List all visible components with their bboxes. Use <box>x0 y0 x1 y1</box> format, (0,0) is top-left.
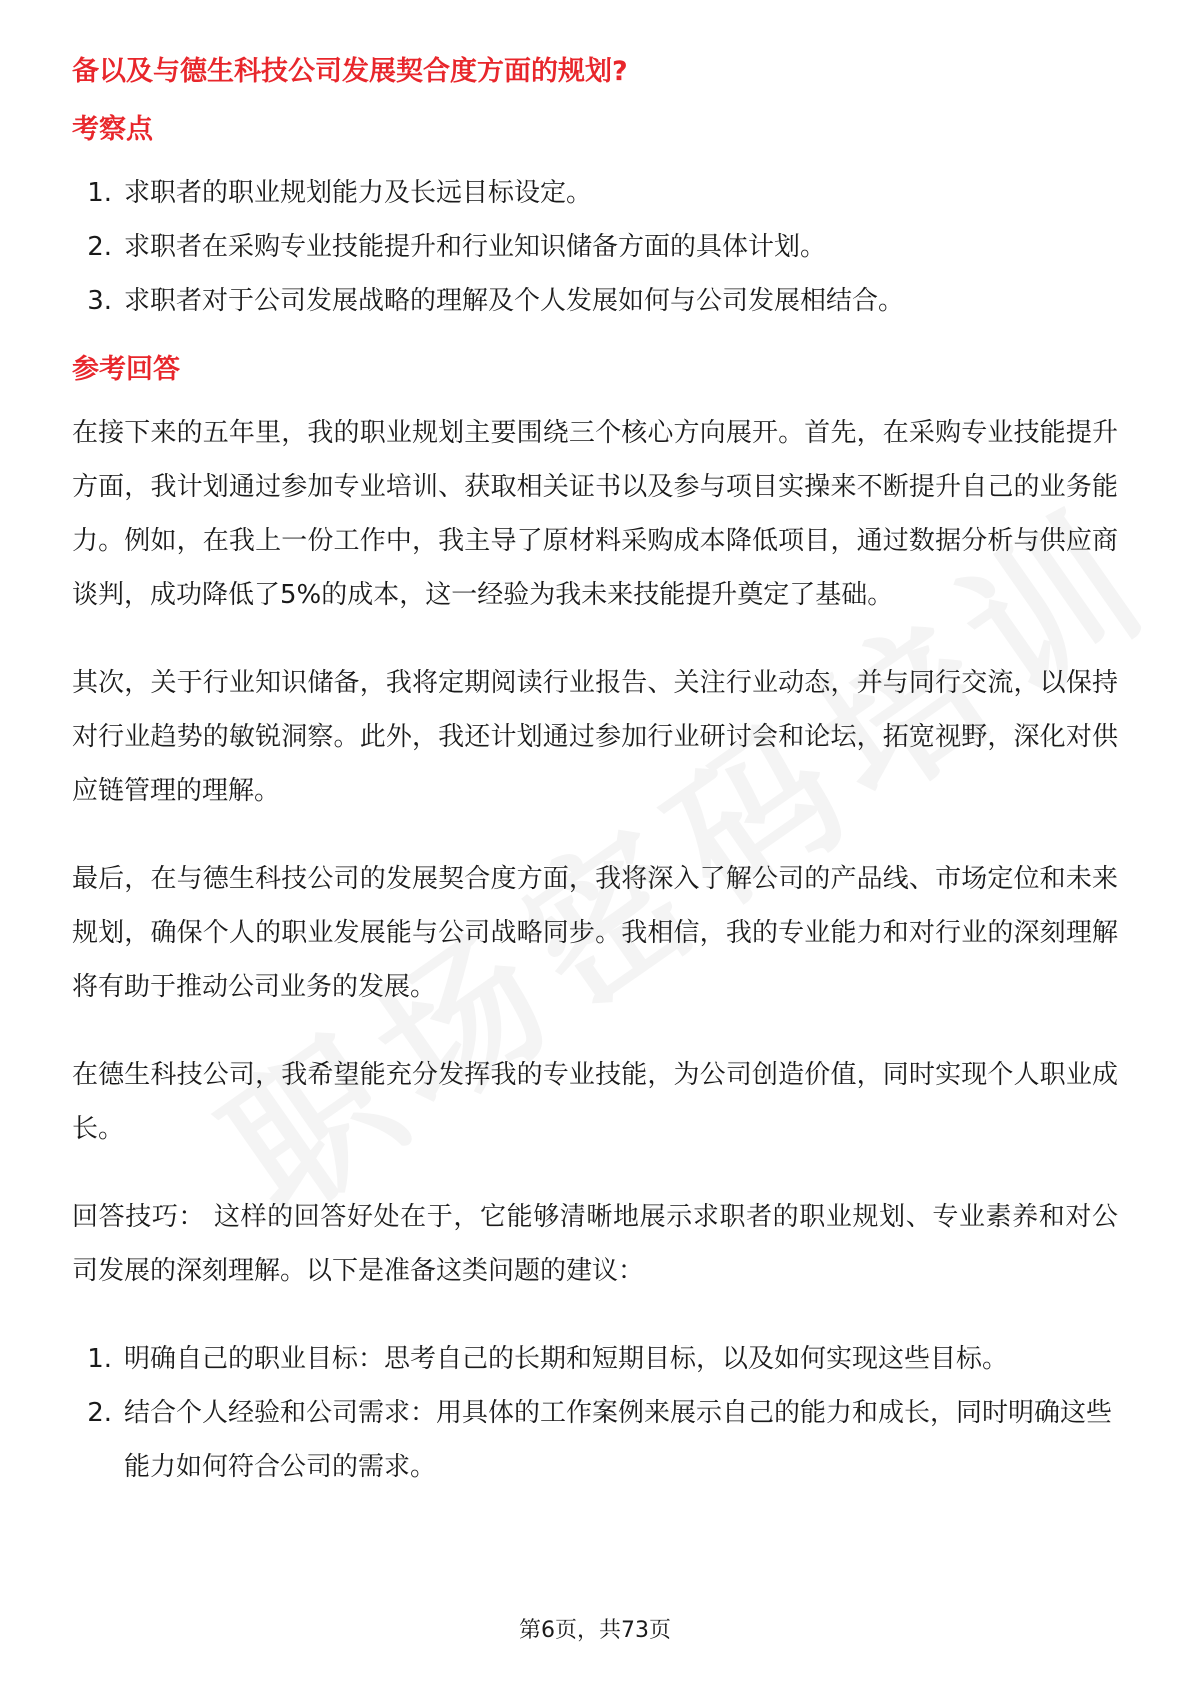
list-text: 求职者的职业规划能力及长远目标设定。 <box>124 178 593 208</box>
list-text: 结合个人经验和公司需求：用具体的工作案例来展示自己的能力和成长，同时明确这些能力如何符合公司的需求。 <box>124 1398 1113 1482</box>
answer-paragraph: 在接下来的五年里，我的职业规划主要围绕三个核心方向展开。首先，在采购专业技能提升方面，我计划通过参加专业培训、获取相关证书以及参与项目实操来不断提升自己的业务能力。例如，在我上一份工作中，我主导了原材料采购成本降低项目，通过数据分析与供应商谈判，成功降低了5%的成本，这一经验为我未来技能提升奠定了基础。 <box>72 418 1118 610</box>
answer-heading: 参考回答 <box>72 354 180 385</box>
list-number: 3. <box>87 286 112 316</box>
list-item <box>72 220 1118 274</box>
page-content <box>72 52 1118 1516</box>
list-number: 2. <box>87 232 112 262</box>
points-list <box>72 166 1118 328</box>
tips-intro-paragraph: 回答技巧： 这样的回答好处在于，它能够清晰地展示求职者的职业规划、专业素养和对公司发展的深刻理解。以下是准备这类问题的建议： <box>72 1202 1118 1286</box>
list-item <box>72 1332 1118 1386</box>
list-number: 1. <box>87 178 112 208</box>
tips-list <box>72 1332 1118 1494</box>
answer-paragraph: 其次，关于行业知识储备，我将定期阅读行业报告、关注行业动态，并与同行交流，以保持对行业趋势的敏锐洞察。此外，我还计划通过参加行业研讨会和论坛，拓宽视野，深化对供应链管理的理解。 <box>72 668 1118 806</box>
answer-paragraph: 最后，在与德生科技公司的发展契合度方面，我将深入了解公司的产品线、市场定位和未来规划，确保个人的职业发展能与公司战略同步。我相信，我的专业能力和对行业的深刻理解将有助于推动公司业务的发展。 <box>72 864 1118 1002</box>
list-text: 明确自己的职业目标：思考自己的长期和短期目标，以及如何实现这些目标。 <box>124 1344 1009 1374</box>
list-item <box>72 166 1118 220</box>
list-text: 求职者对于公司发展战略的理解及个人发展如何与公司发展相结合。 <box>124 286 905 316</box>
page-footer: 第6页，共73页 <box>519 1618 671 1643</box>
points-heading: 考察点 <box>72 114 153 145</box>
list-number: 2. <box>87 1398 112 1428</box>
list-item <box>72 274 1118 328</box>
list-text: 求职者在采购专业技能提升和行业知识储备方面的具体计划。 <box>124 232 827 262</box>
question-heading: 备以及与德生科技公司发展契合度方面的规划? <box>72 56 628 87</box>
answer-paragraph: 在德生科技公司，我希望能充分发挥我的专业技能，为公司创造价值，同时实现个人职业成长。 <box>72 1060 1118 1144</box>
list-item <box>72 1386 1118 1494</box>
list-number: 1. <box>87 1344 112 1374</box>
